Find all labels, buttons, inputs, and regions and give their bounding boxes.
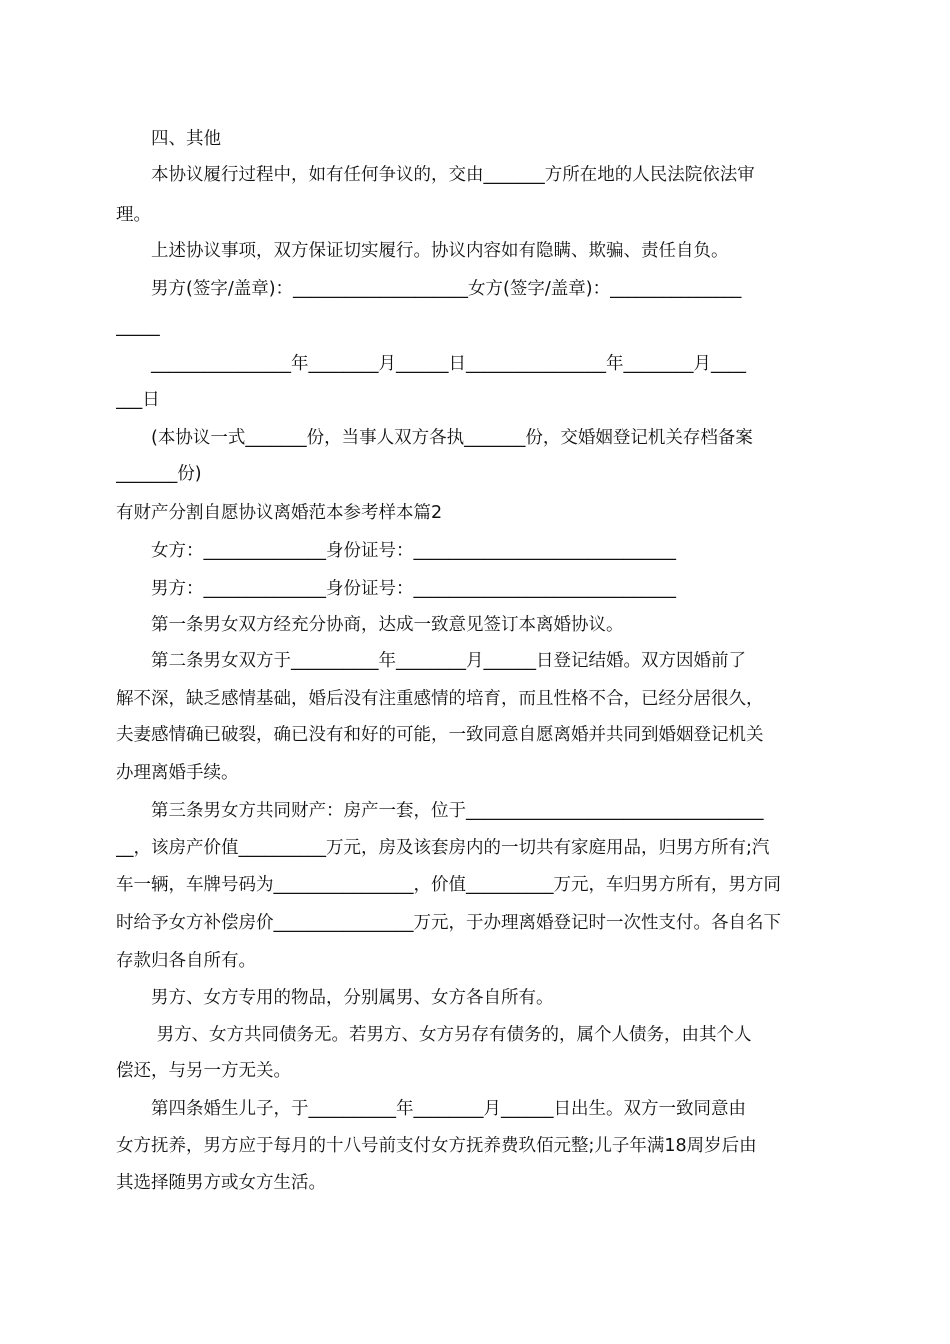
text-line bbox=[116, 128, 836, 150]
text: ________________年________月______日________________年________月____ bbox=[116, 354, 746, 374]
section-heading bbox=[116, 502, 836, 524]
text-line bbox=[116, 1060, 836, 1082]
text-line bbox=[116, 1098, 836, 1120]
text: _______份) bbox=[116, 464, 202, 484]
text: 时给予女方补偿房价________________万元，于办理离婚登记时一次性支付。各自名下 bbox=[116, 913, 781, 933]
text: 第二条男女双方于__________年________月______日登记结婚。双方因婚前了 bbox=[116, 651, 746, 671]
text: 第一条男女双方经充分协商，达成一致意见签订本离婚协议。 bbox=[116, 615, 624, 635]
text-line bbox=[116, 578, 836, 600]
text-line bbox=[116, 650, 836, 672]
text-line bbox=[116, 762, 836, 784]
text-line bbox=[116, 204, 836, 226]
text: ___日 bbox=[116, 390, 160, 410]
text-line bbox=[116, 837, 836, 859]
text-line bbox=[116, 316, 836, 338]
text: 车一辆，车牌号码为________________，价值__________万元，车归男方所有，男方同 bbox=[116, 875, 781, 895]
text: 男方(签字/盖章)：____________________女方(签字/盖章)：_______________ bbox=[116, 279, 742, 299]
text-line bbox=[116, 800, 836, 822]
text-line bbox=[116, 1024, 836, 1046]
text: 解不深，缺乏感情基础，婚后没有注重感情的培育，而且性格不合，已经分居很久， bbox=[116, 689, 764, 709]
text: 本协议履行过程中，如有任何争议的，交由_______方所在地的人民法院依法审 bbox=[116, 165, 755, 185]
text-line bbox=[116, 874, 836, 896]
text-line bbox=[116, 164, 836, 186]
text-line bbox=[116, 987, 836, 1009]
text-line bbox=[116, 1135, 836, 1157]
text-line bbox=[116, 950, 836, 972]
text-line bbox=[116, 724, 836, 746]
text-line bbox=[116, 1172, 836, 1194]
text: 女方抚养，男方应于每月的十八号前支付女方抚养费玖佰元整;儿子年满18周岁后由 bbox=[116, 1136, 757, 1156]
text-line bbox=[116, 427, 836, 449]
text-line bbox=[116, 912, 836, 934]
text: 男方、女方共同债务无。若男方、女方另存有债务的，属个人债务，由其个人 bbox=[116, 1025, 752, 1045]
text: 第四条婚生儿子，于__________年________月______日出生。双方一致同意由 bbox=[116, 1099, 746, 1119]
text: 上述协议事项，双方保证切实履行。协议内容如有隐瞒、欺骗、责任自负。 bbox=[116, 241, 729, 261]
text: 有财产分割自愿协议离婚范本参考样本篇2 bbox=[116, 503, 443, 523]
text: 存款归各自所有。 bbox=[116, 951, 256, 971]
text: _____ bbox=[116, 317, 160, 337]
text-line bbox=[116, 540, 836, 562]
text: 女方：______________身份证号：______________________________ bbox=[116, 541, 676, 561]
text: 男方、女方专用的物品，分别属男、女方各自所有。 bbox=[116, 988, 554, 1008]
text: __，该房产价值__________万元，房及该套房内的一切共有家庭用品，归男方所有;汽 bbox=[116, 838, 770, 858]
text-line bbox=[116, 688, 836, 710]
text-line bbox=[116, 389, 836, 411]
text: 四、其他 bbox=[116, 129, 221, 149]
text: (本协议一式_______份，当事人双方各执_______份，交婚姻登记机关存档备案 bbox=[116, 428, 753, 448]
text-line bbox=[116, 353, 836, 375]
text: 夫妻感情确已破裂，确已没有和好的可能，一致同意自愿离婚并共同到婚姻登记机关 bbox=[116, 725, 764, 745]
text-line bbox=[116, 278, 836, 300]
text-line bbox=[116, 240, 836, 262]
text-line bbox=[116, 463, 836, 485]
text: 理。 bbox=[116, 205, 151, 225]
text: 男方：______________身份证号：______________________________ bbox=[116, 579, 676, 599]
text: 其选择随男方或女方生活。 bbox=[116, 1173, 326, 1193]
text-line bbox=[116, 614, 836, 636]
text: 偿还，与另一方无关。 bbox=[116, 1061, 291, 1081]
text: 办理离婚手续。 bbox=[116, 763, 239, 783]
text: 第三条男女方共同财产：房产一套，位于__________________________________ bbox=[116, 801, 764, 821]
